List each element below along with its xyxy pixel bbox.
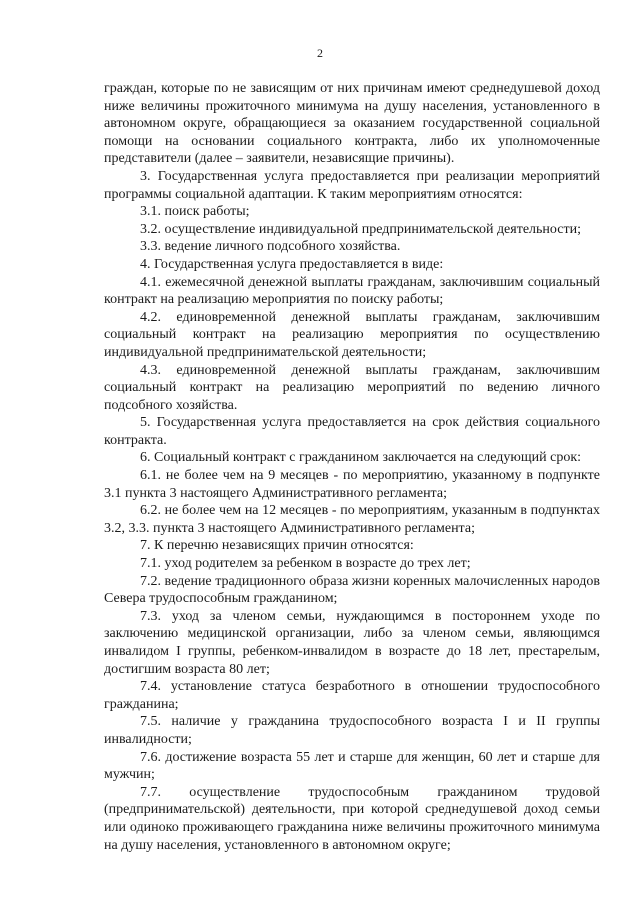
paragraph-7-6: 7.6. достижение возраста 55 лет и старше для женщин, 60 лет и старше для мужчин; <box>104 749 600 783</box>
paragraph-4-1: 4.1. ежемесячной денежной выплаты гражданам, заключившим социальный контракт на реализацию мероприятия по поиску работы; <box>104 274 600 308</box>
paragraph-6: 6. Социальный контракт с гражданином заключается на следующий срок: <box>140 450 582 466</box>
paragraph-7-1: 7.1. уход родителем за ребенком в возрасте до трех лет; <box>140 556 471 572</box>
paragraph-7-2: 7.2. ведение традиционного образа жизни коренных малочисленных народов Севера трудоспособным гражданином; <box>104 573 600 607</box>
page-number: 2 <box>317 46 323 60</box>
paragraph-4-3: 4.3. единовременной денежной выплаты гражданам, заключившим социальный контракт на реализацию мероприятий по ведению личного подсобного хозяйства. <box>104 362 600 413</box>
paragraph-intro-continuation: граждан, которые по не зависящим от них причинам имеют среднедушевой доход ниже величины прожиточного минимума на душу населения, установленного в автономном округе, обращающиеся за оказанием государственной социальной помощи на основании социального контракта, либо их уполномоченные представители (далее – заявители, независящие причины). <box>104 81 600 167</box>
paragraph-3: 3. Государственная услуга предоставляется при реализации мероприятий программы социальной адаптации. К таким мероприятиям относятся: <box>104 168 600 202</box>
paragraph-4: 4. Государственная услуга предоставляется в виде: <box>140 256 444 272</box>
paragraph-6-1: 6.1. не более чем на 9 месяцев - по мероприятию, указанному в подпункте 3.1 пункта 3 настоящего Административного регламента; <box>104 468 600 501</box>
paragraph-4-2: 4.2. единовременной денежной выплаты гражданам, заключившим социальный контракт на реализацию мероприятия по осуществлению индивидуальной предпринимательской деятельности; <box>104 309 600 360</box>
paragraph-5: 5. Государственная услуга предоставляется на срок действия социального контракта. <box>104 415 600 448</box>
paragraph-3-1: 3.1. поиск работы; <box>140 204 250 220</box>
paragraph-3-2: 3.2. осуществление индивидуальной предпринимательской деятельности; <box>140 221 581 237</box>
paragraph-7-5: 7.5. наличие у гражданина трудоспособного возраста I и II группы инвалидности; <box>104 714 600 747</box>
paragraph-7-7: 7.7. осуществление трудоспособным гражданином трудовой (предпринимательской) деятельности, при которой среднедушевой доход семьи или одиноко проживающего гражданина ниже величины прожиточного минимума на душу населения, установленного в автономном округе; <box>104 784 600 853</box>
document-body <box>104 80 600 854</box>
paragraph-7: 7. К перечню независящих причин относятся: <box>140 538 414 554</box>
paragraph-7-3: 7.3. уход за членом семьи, нуждающимся в постороннем уходе по заключению медицинской организации, либо за членом семьи, являющимся инвалидом I группы, ребенком-инвалидом в возрасте до 18 лет, престарелым, достигшим возраста 80 лет; <box>104 608 600 677</box>
paragraph-7-4: 7.4. установление статуса безработного в отношении трудоспособного гражданина; <box>104 679 600 712</box>
paragraph-3-3: 3.3. ведение личного подсобного хозяйства. <box>140 239 401 255</box>
paragraph-6-2: 6.2. не более чем на 12 месяцев - по мероприятиям, указанным в подпунктах 3.2, 3.3. пункта 3 настоящего Административного регламента; <box>104 503 600 536</box>
